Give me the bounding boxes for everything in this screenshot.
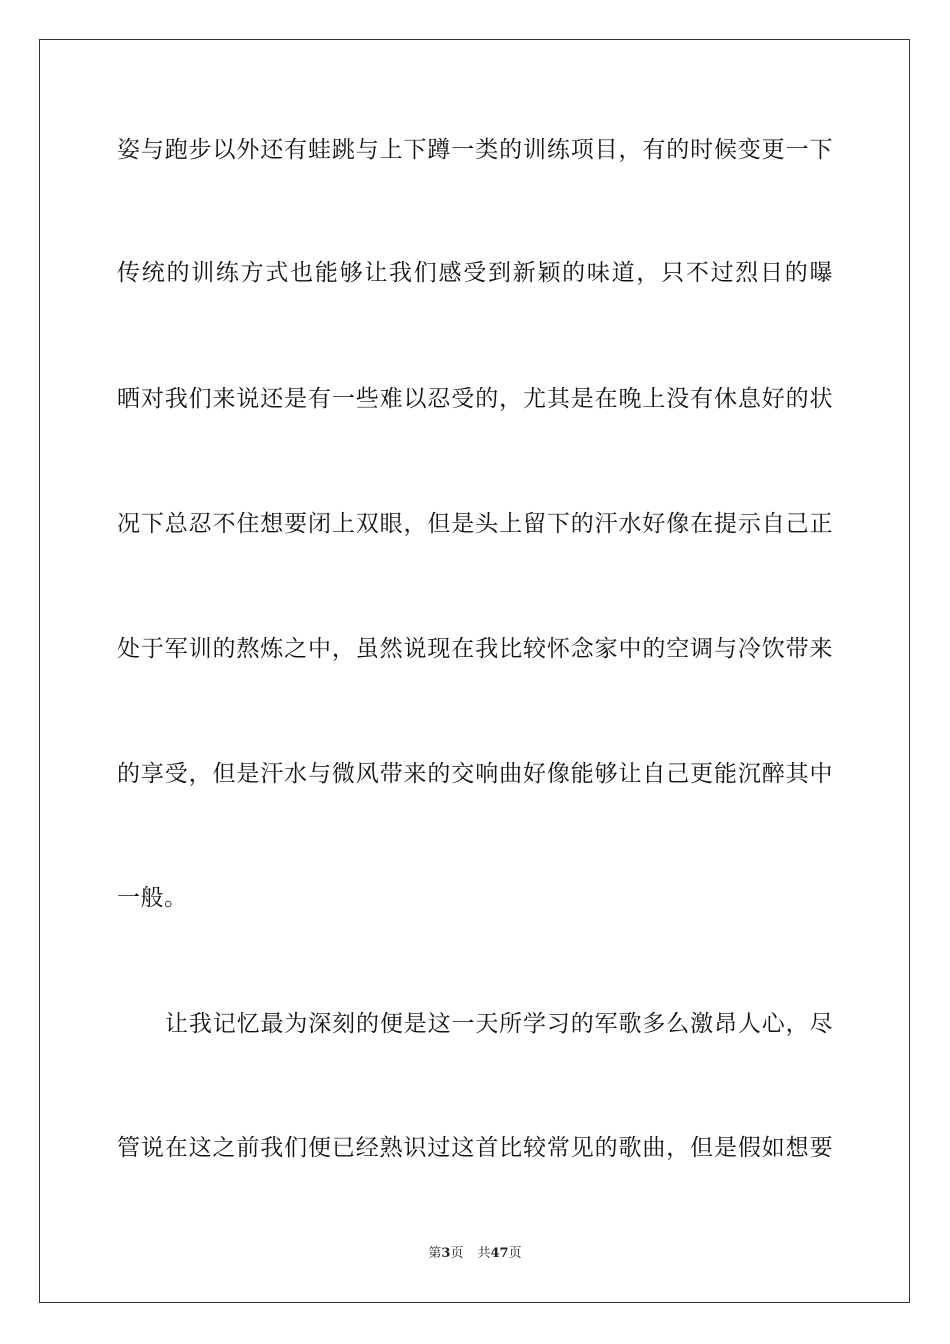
- page-border: [39, 39, 910, 1303]
- paragraph-line: 况下总忍不住想要闭上双眼，但是头上留下的汗水好像在提示自己正: [117, 511, 833, 537]
- paragraph-line: 一般。: [117, 885, 188, 911]
- page-footer: [0, 1245, 950, 1263]
- total-suffix: 页: [508, 1246, 522, 1261]
- paragraph-line: 姿与跑步以外还有蛙跳与上下蹲一类的训练项目，有的时候变更一下: [117, 137, 833, 163]
- total-pages: 47: [490, 1246, 509, 1261]
- paragraph-line: 处于军训的熬炼之中，虽然说现在我比较怀念家中的空调与冷饮带来: [117, 636, 833, 662]
- paragraph-line: 管说在这之前我们便已经熟识过这首比较常见的歌曲，但是假如想要: [117, 1135, 833, 1161]
- paragraph-line: 传统的训练方式也能够让我们感受到新颖的味道，只不过烈日的曝: [117, 260, 833, 286]
- paragraph-line: 的享受，但是汗水与微风带来的交响曲好像能够让自己更能沉醉其中: [117, 761, 833, 787]
- total-prefix: 共: [477, 1246, 491, 1261]
- page-number: 3: [441, 1246, 451, 1261]
- paragraph-line: 晒对我们来说还是有一些难以忍受的，尤其是在晚上没有休息好的状: [117, 386, 833, 412]
- page-suffix: 页: [450, 1246, 464, 1261]
- page-prefix: 第: [428, 1246, 442, 1261]
- paragraph-line: 让我记忆最为深刻的便是这一天所学习的军歌多么激昂人心，尽: [165, 1011, 833, 1037]
